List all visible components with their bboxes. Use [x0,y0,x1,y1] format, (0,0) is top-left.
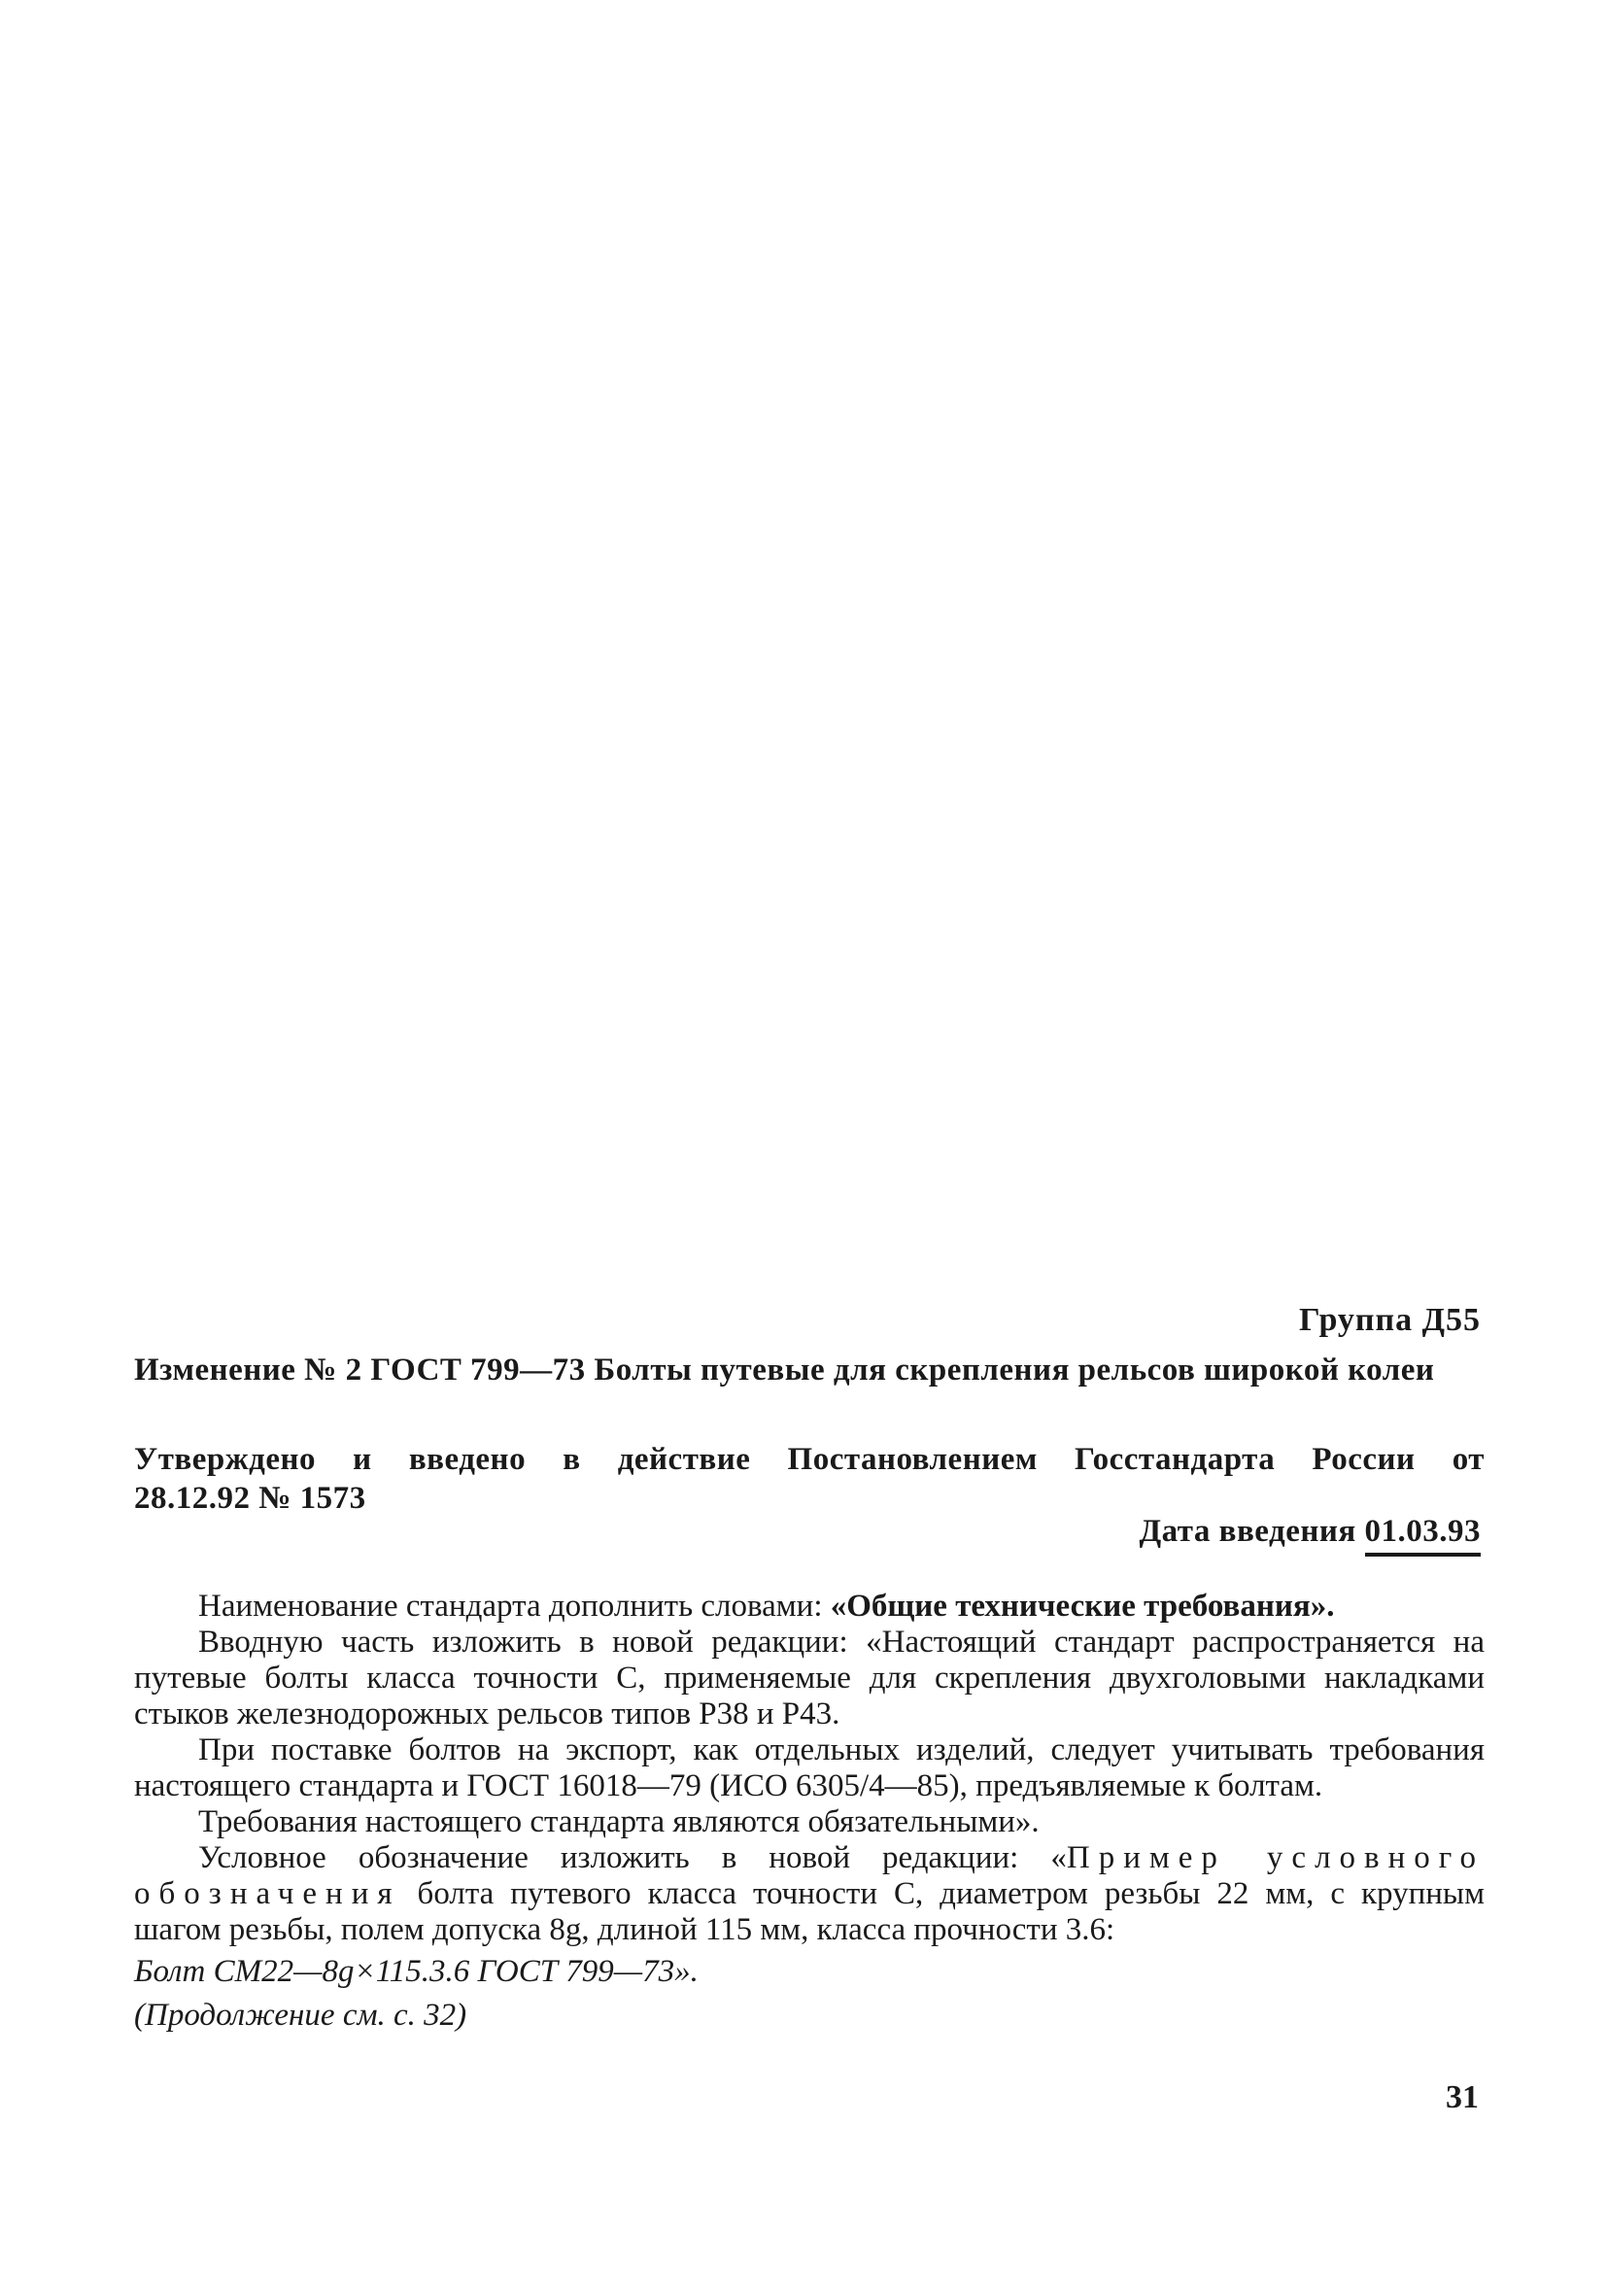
paragraph-5-end: болта путевого класса точности С, диаметром резьбы 22 мм, с крупным шагом резьбы, полем допуска 8g, длиной 115 мм, класса прочности 3.6: [134,1876,1485,1947]
paragraph-1-bold: «Общие технические требования». [830,1589,1335,1624]
paragraph-4: Требования настоящего стандарта являются обязательными». [198,1804,1040,1839]
group-label: Группа Д55 [1298,1302,1481,1338]
paragraph-5-spaced: Пример условного обозначения [134,1840,1485,1911]
paragraph-3: При поставке болтов на экспорт, как отдельных изделий, следует учитывать требования настоящего стандарта и ГОСТ 16018—79 (ИСО 6305/4—85), предъявляемые к болтам. [134,1732,1485,1803]
body-text [134,1589,1485,2034]
effective-date [1139,1514,1481,1550]
designation-formula: Болт СМ22—8g×115.3.6 ГОСТ 799—73». [134,1954,699,1989]
paragraph-2: Вводную часть изложить в новой редакции: «Настоящий стандарт распространяется на путевые болты класса точности С, применяемые для скрепления двухголовыми накладками стыков железнодорожных рельсов типов Р38 и Р43. [134,1625,1485,1731]
effective-date-label: Дата введения [1139,1514,1356,1549]
paragraph-5-start: Условное обозначение изложить в новой редакции: « [198,1840,1067,1875]
continued-note: (Продолжение см. с. 32) [134,1998,467,2033]
approval-statement [134,1440,1485,1518]
page-number: 31 [1446,2079,1479,2115]
approval-line-2: 28.12.92 № 1573 [134,1481,366,1516]
paragraph-1-text: Наименование стандарта дополнить словами: [198,1589,831,1624]
approval-line-1: Утверждено и введено в действие Постановлением Госстандарта России от [134,1442,1485,1477]
paragraph-1 [134,1589,1485,1625]
paragraph-5 [134,1840,1485,1948]
effective-date-value: 01.03.93 [1365,1514,1482,1557]
amendment-title: Изменение № 2 ГОСТ 799—73 Болты путевые для скрепления рельсов широкой колеи [134,1353,1435,1388]
